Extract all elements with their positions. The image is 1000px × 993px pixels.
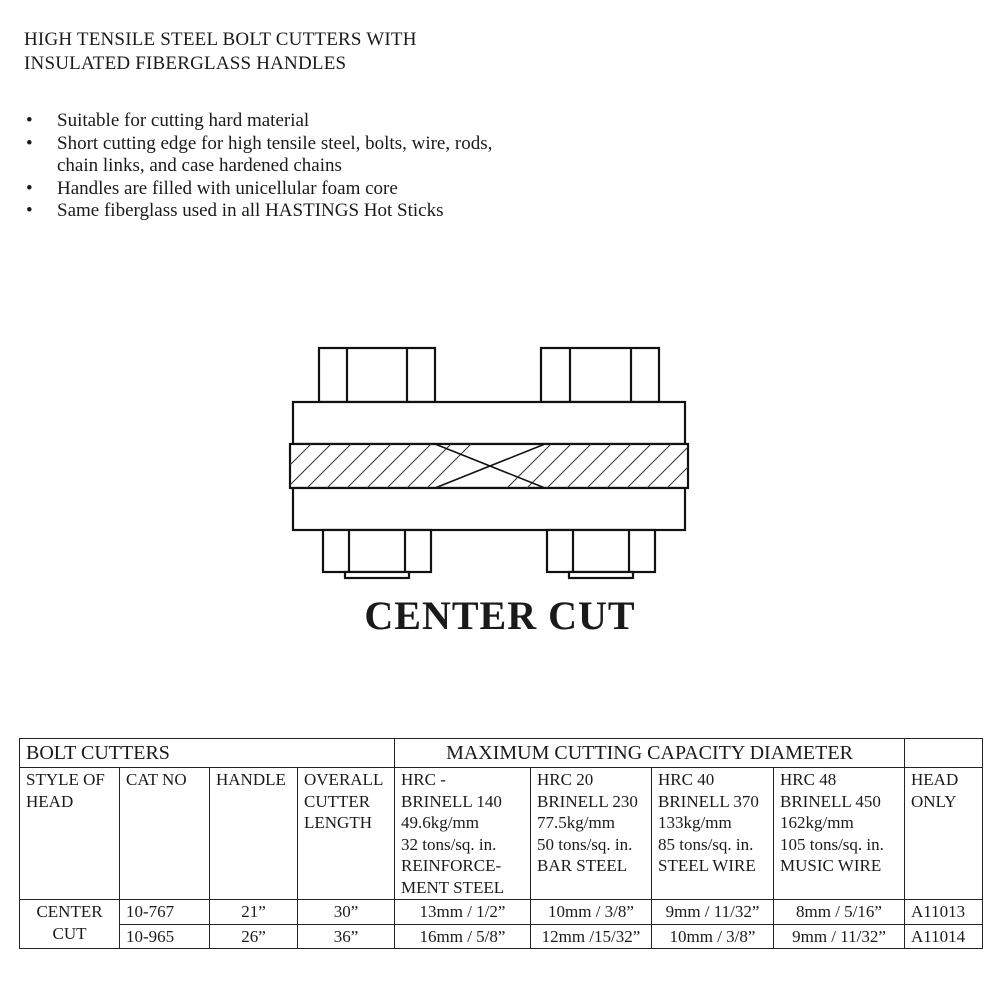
cell-hrc-40: 9mm / 11/32” [652, 900, 774, 925]
spec-table [19, 738, 983, 949]
style-of-head-value: CENTER CUT [20, 900, 120, 949]
cell-hrc-40: 10mm / 3/8” [652, 924, 774, 949]
feature-item: • Handles are filled with unicellular foam core [24, 178, 492, 201]
col-header-overall-length: OVERALL CUTTER LENGTH [298, 768, 395, 900]
cell-overall-length: 36” [298, 924, 395, 949]
cell-handle: 26” [210, 924, 298, 949]
bottom-right-nut [547, 530, 655, 578]
col-header-handle: HANDLE [210, 768, 298, 900]
cell-overall-length: 30” [298, 900, 395, 925]
header-empty-cell [905, 739, 983, 768]
header-max-capacity: MAXIMUM CUTTING CAPACITY DIAMETER [395, 739, 905, 768]
lower-jaw [293, 488, 685, 530]
col-header-head-only: HEAD ONLY [905, 768, 983, 900]
document-title [24, 28, 417, 76]
bottom-left-nut [323, 530, 431, 578]
col-header-hrc-0: HRC - BRINELL 140 49.6kg/mm 32 tons/sq. in. REINFORCE- MENT STEEL [395, 768, 531, 900]
feature-item-continuation: chain links, and case hardened chains [57, 155, 342, 176]
feature-item: • Short cutting edge for high tensile steel, bolts, wire, rods, [24, 133, 492, 156]
cell-hrc-20: 12mm /15/32” [531, 924, 652, 949]
cell-cat-no: 10-965 [120, 924, 210, 949]
cell-head-only: A11013 [905, 900, 983, 925]
table-column-header-row [20, 768, 983, 900]
col-header-cat-no: CAT NO [120, 768, 210, 900]
table-row [20, 924, 983, 949]
figure-caption: CENTER CUT [364, 593, 636, 638]
title-line-1: HIGH TENSILE STEEL BOLT CUTTERS WITH [24, 29, 417, 50]
feature-list [24, 110, 492, 223]
feature-item: • Same fiberglass used in all HASTINGS Hot Sticks [24, 200, 492, 223]
cell-handle: 21” [210, 900, 298, 925]
table-header-group-row [20, 739, 983, 768]
upper-jaw [293, 402, 685, 444]
cell-hrc-0: 13mm / 1/2” [395, 900, 531, 925]
cell-hrc-20: 10mm / 3/8” [531, 900, 652, 925]
col-header-hrc-48: HRC 48 BRINELL 450 162kg/mm 105 tons/sq. in. MUSIC WIRE [774, 768, 905, 900]
top-right-nut [541, 348, 659, 402]
col-header-hrc-20: HRC 20 BRINELL 230 77.5kg/mm 50 tons/sq. in. BAR STEEL [531, 768, 652, 900]
header-bolt-cutters: BOLT CUTTERS [20, 739, 395, 768]
title-line-2: INSULATED FIBERGLASS HANDLES [24, 53, 347, 74]
cell-hrc-48: 8mm / 5/16” [774, 900, 905, 925]
table-row [20, 900, 983, 925]
cell-hrc-0: 16mm / 5/8” [395, 924, 531, 949]
center-cut-diagram [285, 340, 695, 590]
col-header-hrc-40: HRC 40 BRINELL 370 133kg/mm 85 tons/sq. in. STEEL WIRE [652, 768, 774, 900]
col-header-style: STYLE OF HEAD [20, 768, 120, 900]
feature-item: • Suitable for cutting hard material [24, 110, 492, 133]
cell-hrc-48: 9mm / 11/32” [774, 924, 905, 949]
top-left-nut [319, 348, 435, 402]
cell-head-only: A11014 [905, 924, 983, 949]
cell-cat-no: 10-767 [120, 900, 210, 925]
